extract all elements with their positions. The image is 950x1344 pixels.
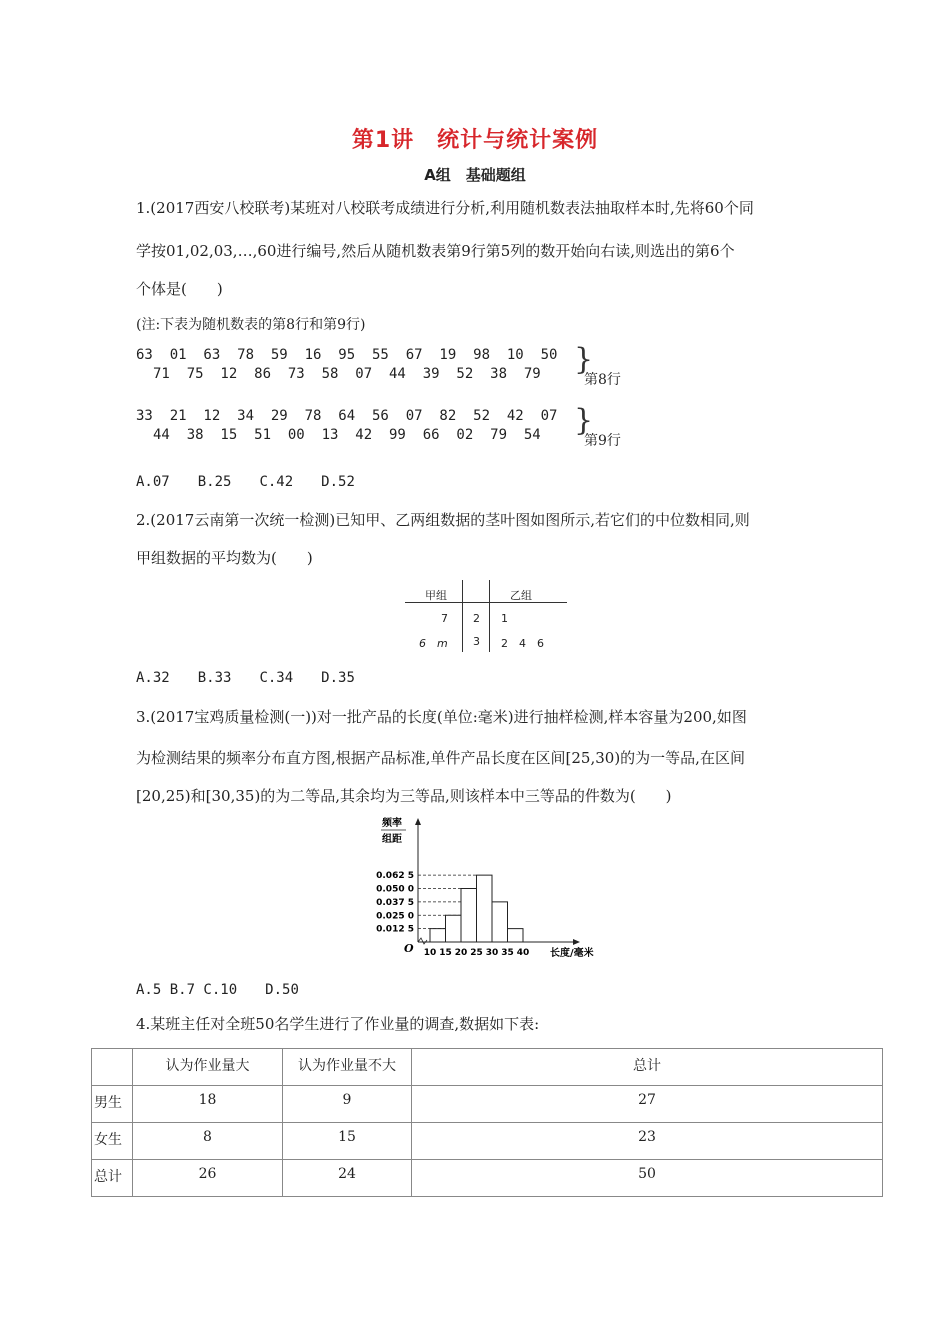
- q2-line2: 甲组数据的平均数为( ): [136, 549, 313, 567]
- random-row8-b: 71 75 12 86 73 58 07 44 39 52 38 79: [153, 366, 541, 382]
- table-cell: 26: [133, 1160, 283, 1197]
- table-row: [92, 1160, 883, 1197]
- y-tick-label: 0.062 5: [376, 871, 414, 882]
- q1-option-b[interactable]: B.25: [197, 474, 232, 490]
- table-header-cell: 认为作业量大: [133, 1049, 283, 1086]
- x-tick-label: 25: [470, 948, 483, 958]
- q3-option-abc[interactable]: A.5 B.7 C.10: [136, 982, 238, 998]
- y-tick-label: 0.037 5: [376, 897, 414, 908]
- q2-options: [136, 670, 383, 686]
- x-tick-label: 30: [485, 948, 499, 958]
- q3-line2: 为检测结果的频率分布直方图,根据产品标准,单件产品长度在区间[25,30)的为一等品,在区间: [136, 749, 745, 767]
- stem-row1-left: 7: [441, 612, 448, 625]
- table-header-row: [92, 1049, 883, 1086]
- stem-row2-left: 6 m: [419, 637, 448, 650]
- q3-options: [136, 982, 327, 998]
- x-tick-label: 20: [454, 948, 468, 958]
- y-tick-label: 0.050 0: [376, 884, 414, 895]
- page-title: 第1讲 统计与统计案例: [351, 128, 599, 153]
- y-label-top: 频率: [382, 818, 402, 829]
- q1-option-c[interactable]: C.42: [259, 474, 294, 490]
- table-cell: 24: [283, 1160, 412, 1197]
- random-row9-b: 44 38 15 51 00 13 42 99 66 02 79 54: [153, 427, 541, 443]
- y-tick-label: 0.012 5: [376, 924, 414, 935]
- random-row9-a: 33 21 12 34 29 78 64 56 07 82 52 42 07: [136, 408, 558, 424]
- histogram-bar: [461, 889, 477, 943]
- table-row: [92, 1086, 883, 1123]
- x-axis-arrow: [573, 939, 580, 945]
- x-axis-label: 长度/毫米: [550, 948, 594, 959]
- stem-row1-right: 1: [501, 612, 508, 625]
- histogram-bar: [446, 915, 462, 942]
- origin-label: O: [404, 942, 414, 955]
- x-tick-label: 35: [501, 948, 514, 958]
- histogram-bar: [508, 929, 524, 942]
- q1-line2: 学按01,02,03,…,60进行编号,然后从随机数表第9行第5列的数开始向右读,则选出的第6个: [136, 242, 735, 260]
- brace-row8: }: [574, 342, 594, 377]
- frequency-histogram: [370, 814, 610, 964]
- histogram-bar: [477, 875, 493, 942]
- stem-divider-left: [462, 580, 463, 652]
- table-cell: 15: [283, 1123, 412, 1160]
- x-tick-label: 15: [439, 948, 452, 958]
- table-cell: 9: [283, 1086, 412, 1123]
- table-header-cell: 总计: [412, 1049, 883, 1086]
- stem-row2-right: 2 4 6: [501, 637, 544, 650]
- table-cell: 23: [412, 1123, 883, 1160]
- section-subtitle: A组 基础题组: [424, 166, 526, 184]
- q1-note: (注:下表为随机数表的第8行和第9行): [136, 317, 366, 333]
- table-row: [92, 1123, 883, 1160]
- homework-survey-table: [91, 1048, 883, 1197]
- table-header-cell: [92, 1049, 133, 1086]
- row8-label: 第8行: [584, 372, 621, 388]
- q1-option-d[interactable]: D.52: [321, 474, 355, 490]
- histogram-bar: [430, 929, 446, 942]
- row-label: 女生: [92, 1123, 133, 1160]
- q3-line3: [20,25)和[30,35)的为二等品,其余均为三等品,则该样本中三等品的件数为( ): [136, 787, 672, 805]
- table-cell: 50: [412, 1160, 883, 1197]
- row-label: 总计: [92, 1160, 133, 1197]
- q2-option-b[interactable]: B.33: [197, 670, 232, 686]
- q2-option-d[interactable]: D.35: [321, 670, 355, 686]
- table-header-cell: 认为作业量不大: [283, 1049, 412, 1086]
- stem-leaf-plot: [405, 580, 570, 654]
- q2-option-c[interactable]: C.34: [259, 670, 294, 686]
- stem-right-header: 乙组: [510, 589, 532, 602]
- y-label-bottom: 组距: [382, 834, 402, 845]
- stem-divider-right: [489, 580, 490, 652]
- row-label: 男生: [92, 1086, 133, 1123]
- x-tick-label: 40: [516, 948, 530, 958]
- x-tick-label: 10: [423, 948, 437, 958]
- y-tick-label: 0.025 0: [376, 911, 414, 922]
- q1-options: [136, 474, 383, 490]
- q1-line1: 1.(2017西安八校联考)某班对八校联考成绩进行分析,利用随机数表法抽取样本时,先将60个同: [136, 199, 754, 217]
- q4-line1: 4.某班主任对全班50名学生进行了作业量的调查,数据如下表:: [136, 1015, 540, 1033]
- q3-option-d[interactable]: D.50: [265, 982, 299, 998]
- random-row8-a: 63 01 63 78 59 16 95 55 67 19 98 10 50: [136, 347, 558, 363]
- stem-row1-stem: 2: [473, 612, 480, 625]
- q1-option-a[interactable]: A.07: [136, 474, 170, 490]
- q1-line3: 个体是( ): [136, 280, 223, 298]
- q2-line1: 2.(2017云南第一次统一检测)已知甲、乙两组数据的茎叶图如图所示,若它们的中位数相同,则: [136, 511, 750, 529]
- histogram-bar: [492, 902, 508, 942]
- row9-label: 第9行: [584, 433, 621, 449]
- table-cell: 27: [412, 1086, 883, 1123]
- brace-row9: }: [574, 403, 594, 438]
- y-axis-arrow: [415, 818, 421, 825]
- stem-left-header: 甲组: [425, 589, 447, 602]
- stem-row2-stem: 3: [473, 635, 480, 648]
- q3-line1: 3.(2017宝鸡质量检测(一))对一批产品的长度(单位:毫米)进行抽样检测,样本容量为200,如图: [136, 708, 747, 726]
- axis-break: [418, 938, 427, 944]
- table-cell: 8: [133, 1123, 283, 1160]
- table-cell: 18: [133, 1086, 283, 1123]
- q2-option-a[interactable]: A.32: [136, 670, 170, 686]
